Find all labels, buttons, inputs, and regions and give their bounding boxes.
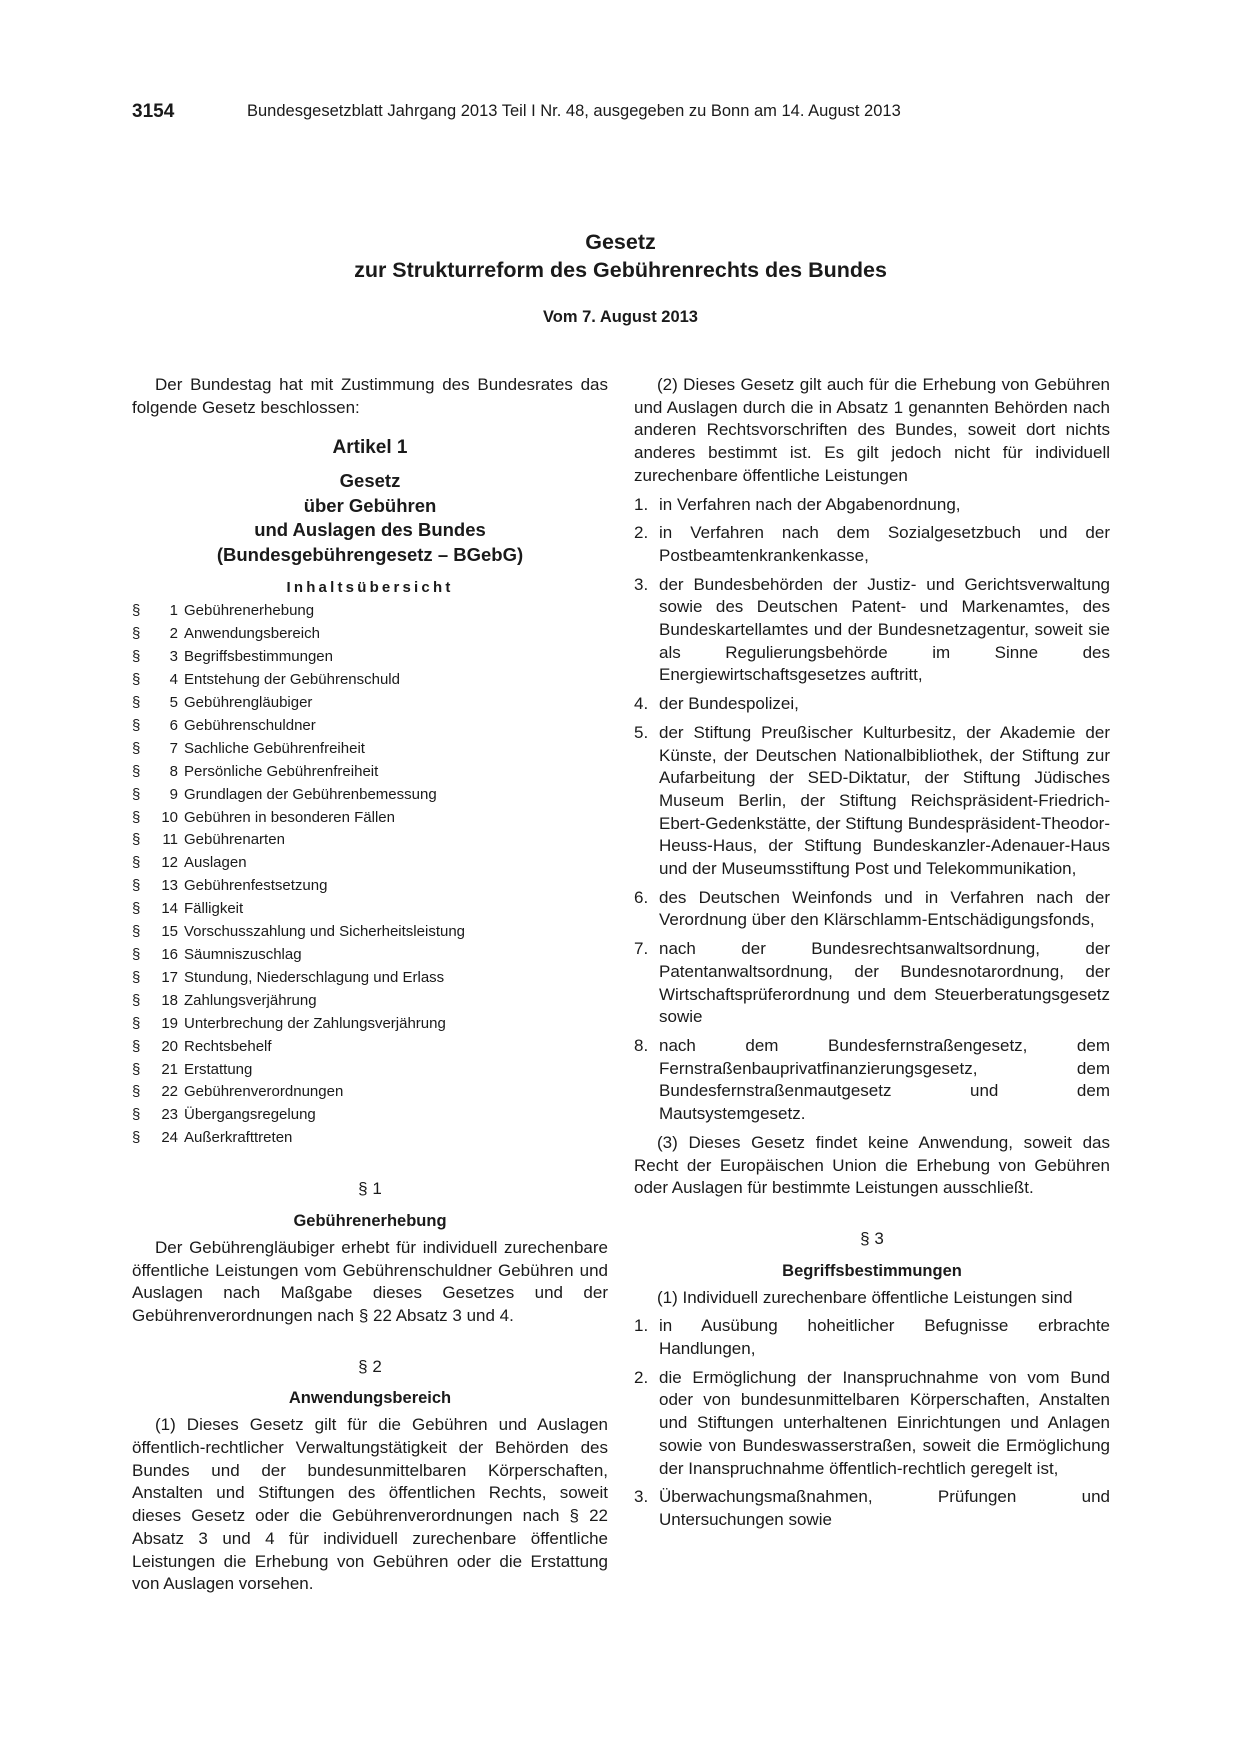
list-item <box>634 1367 1110 1481</box>
gazette-line: Bundesgesetzblatt Jahrgang 2013 Teil I Nr. 48, ausgegeben zu Bonn am 14. August 2013 <box>247 102 901 120</box>
section-3-list <box>634 1315 1110 1531</box>
section-symbol: § <box>132 854 141 872</box>
toc-section-number <box>132 1013 178 1036</box>
law-title <box>132 469 608 567</box>
list-item-number: 5. <box>634 722 649 742</box>
toc-section-number <box>132 1036 178 1059</box>
toc-label: Auslagen <box>184 854 247 872</box>
section-symbol: § <box>132 1014 141 1032</box>
toc-section-number <box>132 1127 178 1150</box>
section-2-paragraph-1: (1) Dieses Gesetz gilt für die Gebühren und Auslagen öffentlich-rechtlicher Verwaltungstätigkeit der Behörden des Bundes und der bundesunmittelbaren Körperschaften, Anstalten und Stiftungen des öffentlichen Rechts, soweit dieses Gesetz oder die Gebührenverordnungen nach § 22 Absatz 3 und 4 für individuell zurechenbare öffentliche Leistungen die Erhebung von Gebühren oder die Erstattung von Auslagen vorsehen. <box>132 1415 608 1594</box>
section-symbol: § <box>132 991 141 1009</box>
toc-section-number <box>132 623 178 646</box>
list-item-number: 2. <box>634 523 649 543</box>
document-title <box>0 228 1241 284</box>
section-symbol: § <box>132 808 141 826</box>
list-item-number: 6. <box>634 887 649 907</box>
law-title-line: Gesetz <box>339 470 401 492</box>
list-item-text: des Deutschen Weinfonds und in Verfahren nach der Verordnung über den Klärschlamm-Entschädigungsfonds, <box>659 887 1110 930</box>
toc-label: Außerkrafttreten <box>184 1129 293 1147</box>
list-item-number: 2. <box>634 1367 649 1387</box>
section-symbol: § <box>132 648 141 666</box>
toc-entry <box>132 944 608 967</box>
section-number: 6 <box>169 716 178 734</box>
toc-entry <box>132 1036 608 1059</box>
toc-label: Gebühren in besonderen Fällen <box>184 808 395 826</box>
toc-label: Erstattung <box>184 1060 253 1078</box>
section-number: 3 <box>169 648 178 666</box>
section-number: 24 <box>161 1129 178 1147</box>
section-symbol: § <box>132 1129 141 1147</box>
toc-section-number <box>132 1059 178 1082</box>
section-1-name: Gebührenerhebung <box>293 1211 447 1230</box>
section-symbol: § <box>132 831 141 849</box>
toc-label: Rechtsbehelf <box>184 1037 272 1055</box>
toc-entry <box>132 761 608 784</box>
toc-entry <box>132 1081 608 1104</box>
toc-section-number <box>132 715 178 738</box>
toc-section-number <box>132 692 178 715</box>
list-item <box>634 1035 1110 1126</box>
list-item-text: die Ermöglichung der Inanspruchnahme von vom Bund oder von bundesunmittelbaren Körperschaften, Anstalten und Stiftungen unterhaltenen Einrichtungen und Anlagen sowie von Bundeswasserstraßen, soweit die Ermöglichung der Inanspruchnahme öffentlich-rechtlich geregelt ist, <box>659 1367 1110 1478</box>
section-number: 17 <box>161 968 178 986</box>
section-number: 1 <box>169 602 178 620</box>
section-number: 22 <box>161 1083 178 1101</box>
article-label: Artikel 1 <box>332 437 408 459</box>
section-number: 19 <box>161 1014 178 1032</box>
toc-section-number <box>132 761 178 784</box>
toc-label: Gebührenverordnungen <box>184 1083 344 1101</box>
section-number: 7 <box>169 739 178 757</box>
list-item-text: Überwachungsmaßnahmen, Prüfungen und Untersuchungen sowie <box>659 1487 1110 1529</box>
section-3-heading: § 3 <box>860 1228 884 1248</box>
list-item <box>634 522 1110 567</box>
right-column <box>634 374 1110 1532</box>
toc-entry <box>132 738 608 761</box>
toc-entry <box>132 898 608 921</box>
list-item <box>634 1486 1110 1531</box>
toc-section-number <box>132 921 178 944</box>
section-symbol: § <box>132 671 141 689</box>
toc-label: Anwendungsbereich <box>184 625 320 643</box>
toc-section-number <box>132 1104 178 1127</box>
section-symbol: § <box>132 694 141 712</box>
section-symbol: § <box>132 739 141 757</box>
section-1-text: Der Gebührengläubiger erhebt für individuell zurechenbare öffentliche Leistungen vom Gebührenschuldner Gebühren und Auslagen nach Maßgabe dieses Gesetzes und der Gebührenverordnungen nach § 22 Absatz 3 und 4. <box>132 1237 608 1325</box>
section-symbol: § <box>132 968 141 986</box>
toc-section-number <box>132 784 178 807</box>
toc-label: Übergangsregelung <box>184 1106 316 1124</box>
table-of-contents <box>132 600 608 1150</box>
toc-label: Grundlagen der Gebührenbemessung <box>184 785 437 803</box>
toc-entry <box>132 1104 608 1127</box>
section-symbol: § <box>132 716 141 734</box>
list-item-text: in Verfahren nach dem Sozialgesetzbuch und der Postbeamtenkrankenkasse, <box>659 523 1110 565</box>
list-item-number: 1. <box>634 494 649 514</box>
section-3-paragraph-1: (1) Individuell zurechenbare öffentliche Leistungen sind <box>657 1287 1073 1307</box>
section-symbol: § <box>132 1083 141 1101</box>
law-title-line: über Gebühren <box>303 494 437 516</box>
section-symbol: § <box>132 1106 141 1124</box>
section-number: 11 <box>162 831 178 849</box>
toc-entry <box>132 921 608 944</box>
list-item <box>634 722 1110 881</box>
list-item-text: nach der Bundesrechtsanwaltsordnung, der Patentanwaltsordnung, der Bundesnotarordnung, der Wirtschaftsprüferordnung und dem Steuerberatungsgesetz sowie <box>659 939 1110 1027</box>
section-2-heading: § 2 <box>358 1356 382 1376</box>
section-symbol: § <box>132 1037 141 1055</box>
section-number: 5 <box>169 694 178 712</box>
toc-section-number <box>132 852 178 875</box>
section-number: 15 <box>161 923 178 941</box>
section-3-name: Begriffsbestimmungen <box>782 1261 962 1280</box>
section-number: 8 <box>169 762 178 780</box>
list-item-text: nach dem Bundesfernstraßengesetz, dem Fernstraßenbauprivatfinanzierungsgesetz, dem Bundesfernstraßenmautgesetz und dem Mautsystemgesetz. <box>659 1035 1110 1124</box>
toc-entry <box>132 646 608 669</box>
list-item <box>634 574 1110 688</box>
section-number: 18 <box>161 991 178 1009</box>
page-number: 3154 <box>132 101 175 122</box>
toc-label: Persönliche Gebührenfreiheit <box>184 762 379 780</box>
section-number: 10 <box>161 808 178 826</box>
toc-label: Entstehung der Gebührenschuld <box>184 671 400 689</box>
list-item <box>634 494 1110 517</box>
toc-entry <box>132 990 608 1013</box>
left-column <box>132 374 608 1596</box>
section-2-name: Anwendungsbereich <box>288 1389 452 1408</box>
toc-entry <box>132 967 608 990</box>
section-number: 16 <box>161 946 178 963</box>
list-item-text: der Bundesbehörden der Justiz- und Gerichtsverwaltung sowie des Deutschen Patent- und Markenamtes, des Bundeskartellamtes und der Bundesnetzagentur, soweit sie als Regulierungsbehörde im Sinne des Energiewirtschaftsgesetzes auftritt, <box>659 574 1110 685</box>
section-number: 13 <box>161 877 178 895</box>
toc-entry <box>132 715 608 738</box>
list-item-text: in Verfahren nach der Abgabenordnung, <box>659 494 961 514</box>
section-number: 4 <box>169 671 178 689</box>
toc-section-number <box>132 669 178 692</box>
toc-title: Inhaltsübersicht <box>286 579 454 597</box>
title-line-1: Gesetz <box>585 230 656 254</box>
list-item <box>634 887 1110 932</box>
list-item-number: 4. <box>634 694 649 714</box>
toc-section-number <box>132 875 178 898</box>
toc-label: Fälligkeit <box>184 900 244 918</box>
section-number: 21 <box>161 1060 178 1078</box>
section-2-paragraph-3: (3) Dieses Gesetz findet keine Anwendung, soweit das Recht der Europäischen Union die Erhebung von Gebühren oder Auslagen für bestimmte Leistungen ausschließt. <box>634 1132 1110 1198</box>
toc-label: Gebührenfestsetzung <box>184 877 328 895</box>
section-symbol: § <box>132 946 141 963</box>
section-symbol: § <box>132 785 141 803</box>
toc-section-number <box>132 738 178 761</box>
section-symbol: § <box>132 625 141 643</box>
toc-section-number <box>132 967 178 990</box>
list-item <box>634 693 1110 716</box>
list-item <box>634 938 1110 1029</box>
toc-entry <box>132 852 608 875</box>
section-symbol: § <box>132 923 141 941</box>
section-number: 12 <box>161 854 178 872</box>
section-symbol: § <box>132 1060 141 1078</box>
toc-entry <box>132 1127 608 1150</box>
toc-label: Säumniszuschlag <box>184 946 302 963</box>
section-number: 23 <box>161 1106 178 1124</box>
toc-label: Gebührenschuldner <box>184 716 316 734</box>
section-symbol: § <box>132 877 141 895</box>
toc-entry <box>132 623 608 646</box>
toc-label: Gebührengläubiger <box>184 694 313 712</box>
law-title-line: und Auslagen des Bundes <box>254 519 486 541</box>
toc-section-number <box>132 1081 178 1104</box>
list-item-number: 8. <box>634 1035 649 1055</box>
toc-section-number <box>132 898 178 921</box>
list-item-number: 3. <box>634 1487 649 1507</box>
list-item-text: der Stiftung Preußischer Kulturbesitz, der Akademie der Künste, der Deutschen Nationalbibliothek, der Stiftung zur Aufarbeitung der SED-Diktatur, der Stiftung Jüdisches Museum Berlin, der Stiftung Reichspräsident-Friedrich-Ebert-Gedenkstätte, der Stiftung Bundespräsident-Theodor-Heuss-Haus, der Stiftung Bundeskanzler-Adenauer-Haus und der Museumsstiftung Post und Telekommunikation, <box>659 722 1110 879</box>
toc-label: Zahlungsverjährung <box>184 991 317 1009</box>
toc-entry <box>132 692 608 715</box>
list-item <box>634 1315 1110 1360</box>
section-1-heading: § 1 <box>358 1179 382 1199</box>
toc-entry <box>132 807 608 830</box>
toc-section-number <box>132 807 178 830</box>
toc-entry <box>132 669 608 692</box>
section-number: 14 <box>161 900 178 918</box>
toc-label: Unterbrechung der Zahlungsverjährung <box>184 1014 446 1032</box>
list-item-text: der Bundespolizei, <box>659 694 799 714</box>
toc-section-number <box>132 600 178 623</box>
title-line-2: zur Strukturreform des Gebührenrechts des Bundes <box>354 258 887 282</box>
toc-entry <box>132 784 608 807</box>
toc-label: Sachliche Gebührenfreiheit <box>184 739 365 757</box>
section-number: 9 <box>169 785 178 803</box>
toc-entry <box>132 1059 608 1082</box>
toc-section-number <box>132 944 178 967</box>
page-header <box>132 101 1032 127</box>
intro-paragraph: Der Bundestag hat mit Zustimmung des Bundesrates das folgende Gesetz beschlossen: <box>132 375 608 417</box>
toc-label: Begriffsbestimmungen <box>184 648 333 666</box>
section-symbol: § <box>132 762 141 780</box>
toc-entry <box>132 600 608 623</box>
toc-section-number <box>132 990 178 1013</box>
section-number: 20 <box>161 1037 178 1055</box>
section-symbol: § <box>132 602 141 620</box>
list-item-text: in Ausübung hoheitlicher Befugnisse erbrachte Handlungen, <box>659 1316 1110 1359</box>
toc-label: Vorschusszahlung und Sicherheitsleistung <box>184 923 466 941</box>
section-number: 2 <box>169 625 178 643</box>
toc-section-number <box>132 829 178 852</box>
toc-section-number <box>132 646 178 669</box>
toc-label: Gebührenerhebung <box>184 602 315 620</box>
toc-entry <box>132 875 608 898</box>
toc-label: Gebührenarten <box>184 831 285 849</box>
list-item-number: 7. <box>634 939 649 959</box>
toc-entry <box>132 829 608 852</box>
section-symbol: § <box>132 900 141 918</box>
law-title-line: (Bundesgebührengesetz – BGebG) <box>216 543 524 565</box>
toc-label: Stundung, Niederschlagung und Erlass <box>184 968 445 986</box>
list-item-number: 3. <box>634 574 649 594</box>
section-2-list <box>634 494 1110 1126</box>
list-item-number: 1. <box>634 1316 649 1336</box>
toc-entry <box>132 1013 608 1036</box>
section-2-paragraph-2: (2) Dieses Gesetz gilt auch für die Erhebung von Gebühren und Auslagen durch die in Absatz 1 genannten Behörden nach anderen Rechtsvorschriften des Bundes, soweit dort nichts anderes bestimmt ist. Es gilt jedoch nicht für individuell zurechenbare öffentliche Leistungen <box>634 375 1110 485</box>
document-date: Vom 7. August 2013 <box>543 308 698 326</box>
